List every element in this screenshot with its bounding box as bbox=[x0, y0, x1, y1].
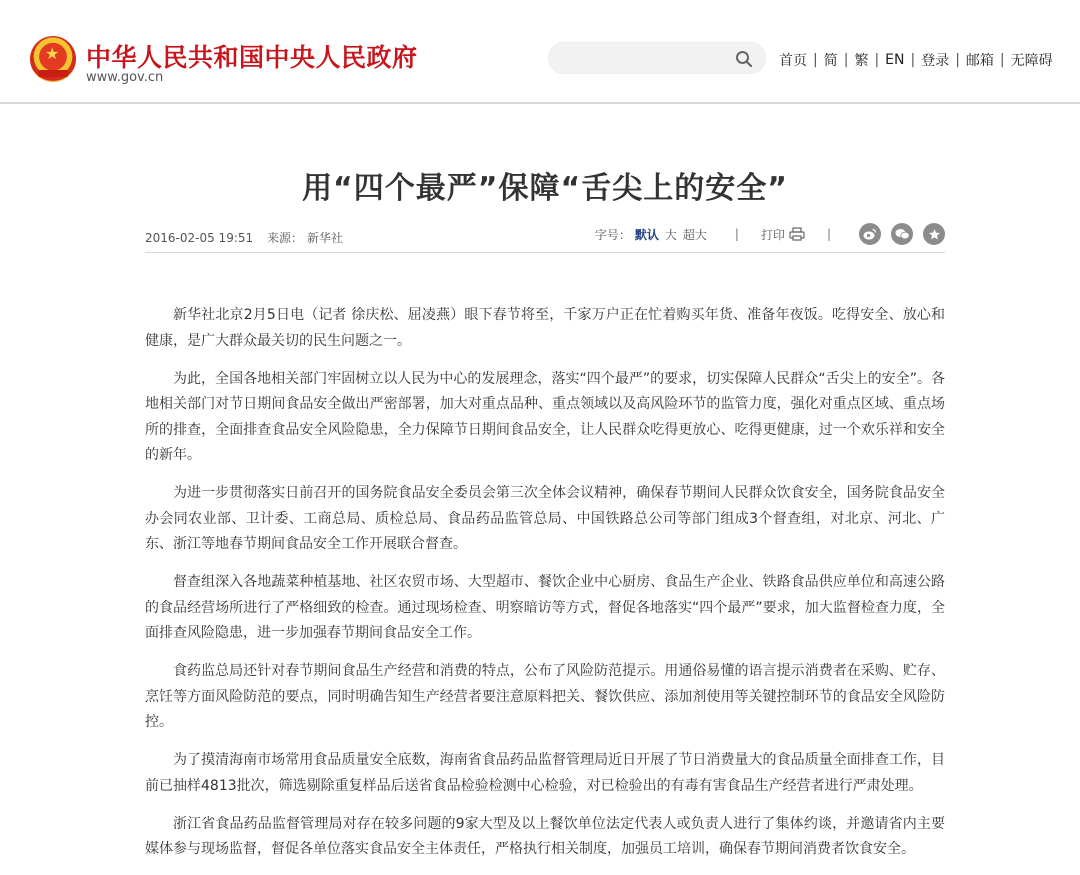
weibo-icon[interactable] bbox=[859, 223, 881, 245]
site-title[interactable]: 中华人民共和国中央人民政府 bbox=[86, 43, 418, 72]
font-size-label: 字号： bbox=[594, 227, 631, 242]
article-meta: 2016-02-05 19:51 来源： 新华社 字号： 默认 大 超大 | 打印 | bbox=[145, 223, 945, 253]
print-button[interactable] bbox=[761, 226, 805, 243]
nav-english[interactable]: EN bbox=[885, 52, 905, 68]
printer-icon bbox=[789, 227, 805, 241]
article-paragraph: 浙江省食品药品监督管理局对存在较多问题的9家大型及以上餐饮单位法定代表人或负责人进行了集体约谈，并邀请省内主要媒体参与现场监督，督促各单位落实食品安全主体责任，严格执行相关制度，加强员工培训，确保春节期间消费者饮食安全。 bbox=[145, 815, 945, 857]
publish-datetime: 2016-02-05 19:51 bbox=[145, 231, 254, 245]
site-url[interactable]: www.gov.cn bbox=[86, 70, 164, 85]
article-paragraph: 为此，全国各地相关部门牢固树立以人民为中心的发展理念，落实“四个最严”的要求，切实保障人民群众“舌尖上的安全”。各地相关部门对节日期间食品安全做出严密部署，加大对重点品种、重点领域以及高风险环节的监管力度，强化对重点区域、重点场所的排查，全面排查食品安全风险隐患，全力保障节日期间食品安全，让人民群众吃得更放心、吃得更健康，过一个欢乐祥和安全的新年。 bbox=[145, 370, 945, 463]
site-header bbox=[0, 0, 1080, 104]
national-emblem-icon[interactable]: ★ bbox=[30, 36, 76, 82]
search-icon[interactable] bbox=[735, 50, 753, 68]
nav-home[interactable]: 首页 bbox=[779, 53, 807, 69]
source-label: 来源： bbox=[266, 231, 303, 245]
font-size-large[interactable]: 大 bbox=[664, 227, 677, 242]
article-paragraph: 督查组深入各地蔬菜种植基地、社区农贸市场、大型超市、餐饮企业中心厨房、食品生产企业、铁路食品供应单位和高速公路的食品经营场所进行了严格细致的检查。通过现场检查、明察暗访等方式，督促各地落实“四个最严”要求，加大监督检查力度，全面排查风险隐患，进一步加强春节期间食品安全工作。 bbox=[145, 574, 945, 641]
search-box bbox=[548, 42, 766, 74]
article-paragraph: 食药监总局还针对春节期间食品生产经营和消费的特点，公布了风险防范提示。用通俗易懂的语言提示消费者在采购、贮存、烹饪等方面风险防范的要点，同时明确告知生产经营者要注意原料把关、餐饮供应、添加剂使用等关键控制环节的食品安全风险防控。 bbox=[145, 663, 945, 730]
nav-accessibility[interactable]: 无障碍 bbox=[1010, 53, 1053, 69]
nav-mail[interactable]: 邮箱 bbox=[965, 53, 994, 69]
nav-traditional[interactable]: 繁 bbox=[854, 53, 869, 69]
wechat-icon[interactable] bbox=[891, 223, 913, 245]
source-name: 新华社 bbox=[306, 231, 343, 245]
article-paragraph: 为了摸清海南市场常用食品质量安全底数，海南省食品药品监督管理局近日开展了节日消费量大的食品质量全面排查工作，目前已抽样4813批次，筛选剔除重复样品后送省食品检验检测中心检验，对已检验出的有毒有害食品生产经营者进行严肃处理。 bbox=[145, 752, 945, 794]
article-paragraph: 新华社北京2月5日电（记者 徐庆松、屈凌燕）眼下春节将至，千家万户正在忙着购买年货、准备年夜饭。吃得安全、放心和健康，是广大群众最关切的民生问题之一。 bbox=[145, 307, 945, 349]
font-size-xlarge[interactable]: 超大 bbox=[682, 227, 707, 242]
nav-simplified[interactable]: 简 bbox=[823, 53, 838, 69]
search-input[interactable] bbox=[563, 49, 733, 69]
article-title: 用“四个最严”保障“舌尖上的安全” bbox=[302, 171, 788, 206]
favorite-icon[interactable] bbox=[923, 223, 945, 245]
print-label: 打印 bbox=[760, 227, 785, 242]
font-size-default[interactable]: 默认 bbox=[634, 227, 659, 242]
article-paragraph: 为进一步贯彻落实日前召开的国务院食品安全委员会第三次全体会议精神，确保春节期间人民群众饮食安全，国务院食品安全办会同农业部、卫计委、工商总局、质检总局、食品药品监管总局、中国铁路总公司等部门组成3个督查组，对北京、河北、广东、浙江等地春节期间食品安全工作开展联合督查。 bbox=[145, 485, 945, 552]
nav-login[interactable]: 登录 bbox=[921, 53, 950, 69]
article-body bbox=[145, 303, 945, 875]
top-nav: 首页 | 简 | 繁 | EN | 登录 | 邮箱 | 无障碍 bbox=[779, 52, 1053, 69]
